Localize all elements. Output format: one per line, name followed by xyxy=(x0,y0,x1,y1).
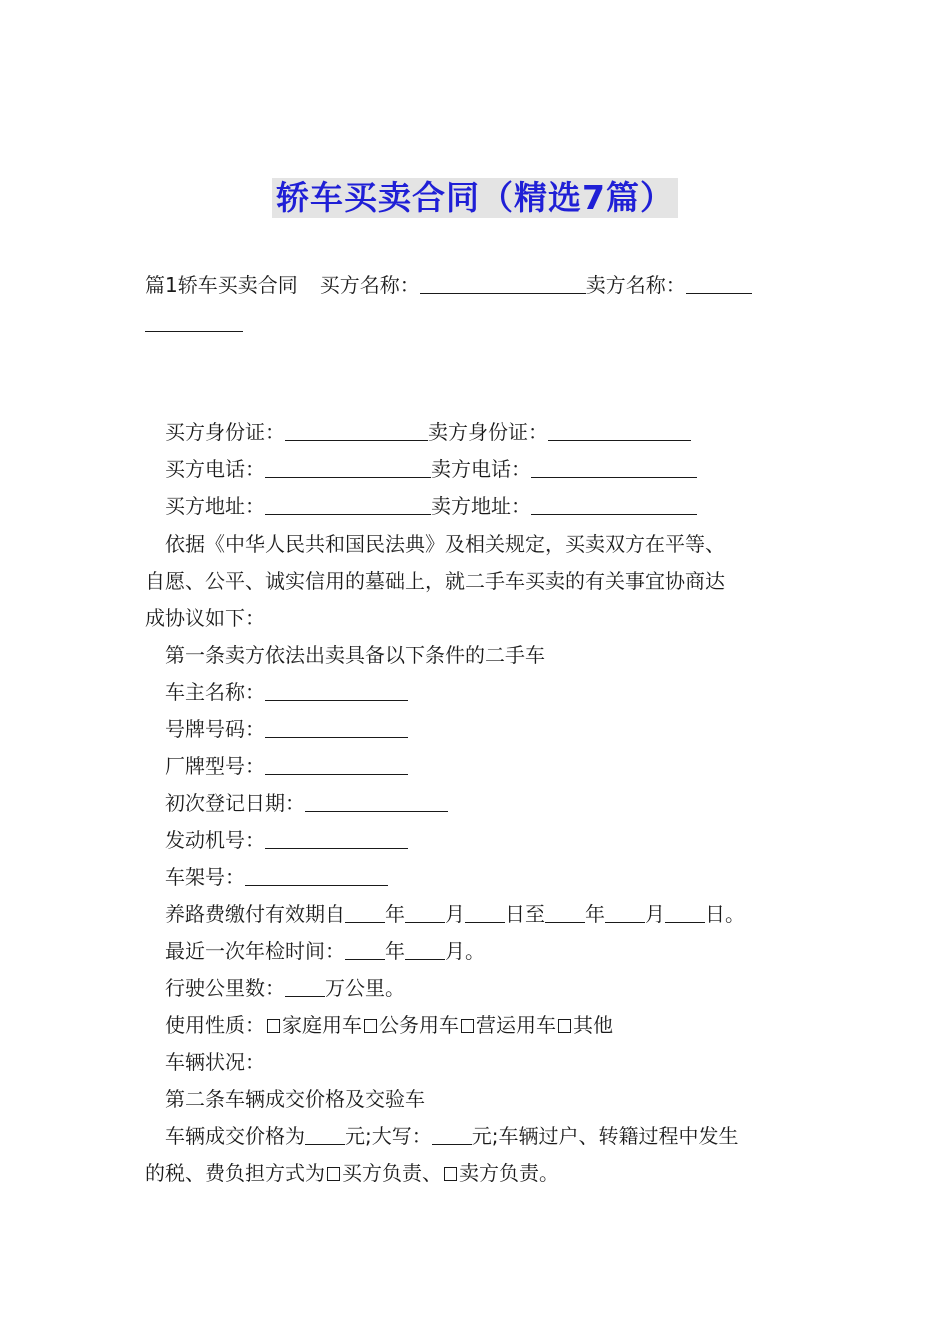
usage-family-label: 家庭用车 xyxy=(282,1013,362,1037)
price-tail-text: 元;车辆过户、转籍过程中发生 xyxy=(471,1124,739,1148)
fee-label: 养路费缴付有效期自 xyxy=(165,902,345,926)
reg-date-label: 初次登记日期： xyxy=(165,791,305,815)
plate-line xyxy=(165,717,408,741)
price-words-blank[interactable] xyxy=(432,1124,472,1145)
usage-official-label: 公务用车 xyxy=(379,1013,459,1037)
reg-date-line xyxy=(165,791,448,815)
seller-phone-label: 卖方电话： xyxy=(431,457,531,481)
cost-buyer-label: 买方负责、 xyxy=(342,1161,442,1185)
usage-label: 使用性质： xyxy=(165,1013,265,1037)
cost-label: 的税、费负担方式为 xyxy=(145,1161,325,1185)
plate-label: 号牌号码： xyxy=(165,717,265,741)
fee-to-month-blank[interactable] xyxy=(605,902,645,923)
fee-dayend-text: 日。 xyxy=(705,902,745,926)
inspect-month-blank[interactable] xyxy=(405,939,445,960)
usage-commercial-checkbox[interactable] xyxy=(461,1019,474,1033)
seller-addr-label: 卖方地址： xyxy=(431,494,531,518)
price-blank[interactable] xyxy=(305,1124,345,1145)
mileage-blank[interactable] xyxy=(285,976,325,997)
document-title: 轿车买卖合同（精选7篇） xyxy=(272,178,678,218)
fee-from-day-blank[interactable] xyxy=(465,902,505,923)
price-words-label: 元;大写： xyxy=(345,1124,432,1148)
reg-date-blank[interactable] xyxy=(305,791,448,812)
road-fee-line xyxy=(165,902,745,926)
seller-name-blank-cont-line xyxy=(145,311,243,335)
article2-title: 第二条车辆成交价格及交验车 xyxy=(165,1087,425,1111)
seller-id-blank[interactable] xyxy=(548,420,691,441)
model-blank[interactable] xyxy=(265,754,408,775)
cost-seller-label: 卖方负责。 xyxy=(459,1161,559,1185)
engine-blank[interactable] xyxy=(265,828,408,849)
cost-line xyxy=(145,1161,559,1185)
fee-month-text: 月 xyxy=(445,902,465,926)
fee-year-text-2: 年 xyxy=(585,902,605,926)
owner-blank[interactable] xyxy=(265,680,408,701)
fee-to-day-blank[interactable] xyxy=(665,902,705,923)
owner-label: 车主名称： xyxy=(165,680,265,704)
seller-name-label: 卖方名称： xyxy=(585,273,686,297)
fee-from-year-blank[interactable] xyxy=(345,902,385,923)
mileage-label: 行驶公里数： xyxy=(165,976,285,1000)
cost-buyer-checkbox[interactable] xyxy=(327,1167,340,1181)
engine-label: 发动机号： xyxy=(165,828,265,852)
article1-title: 第一条卖方依法出卖具备以下条件的二手车 xyxy=(165,643,545,667)
inspect-label: 最近一次年检时间： xyxy=(165,939,345,963)
inspect-year-blank[interactable] xyxy=(345,939,385,960)
fee-to-year-blank[interactable] xyxy=(545,902,585,923)
seller-name-blank-cont[interactable] xyxy=(145,311,243,332)
mileage-unit: 万公里。 xyxy=(325,976,405,1000)
buyer-phone-blank[interactable] xyxy=(265,457,431,478)
address-line xyxy=(165,494,697,518)
buyer-name-label: 买方名称： xyxy=(319,273,420,297)
inspection-line xyxy=(165,939,485,963)
buyer-id-blank[interactable] xyxy=(285,420,428,441)
frame-line xyxy=(165,865,388,889)
fee-dayto-text: 日至 xyxy=(505,902,545,926)
frame-blank[interactable] xyxy=(245,865,388,886)
section-label: 篇1轿车买卖合同 xyxy=(145,273,298,297)
price-line xyxy=(165,1124,739,1148)
fee-year-text: 年 xyxy=(385,902,405,926)
usage-commercial-label: 营运用车 xyxy=(476,1013,556,1037)
usage-line xyxy=(165,1013,613,1037)
inspect-month-text: 月。 xyxy=(445,939,485,963)
usage-family-checkbox[interactable] xyxy=(267,1019,280,1033)
buyer-phone-label: 买方电话： xyxy=(165,457,265,481)
model-line xyxy=(165,754,408,778)
engine-line xyxy=(165,828,408,852)
buyer-name-blank[interactable] xyxy=(420,273,586,294)
owner-line xyxy=(165,680,408,704)
inspect-year-text: 年 xyxy=(385,939,405,963)
seller-addr-blank[interactable] xyxy=(531,494,697,515)
id-line xyxy=(165,420,691,444)
mileage-line xyxy=(165,976,405,1000)
condition-line: 车辆状况： xyxy=(165,1050,265,1074)
fee-from-month-blank[interactable] xyxy=(405,902,445,923)
usage-other-label: 其他 xyxy=(573,1013,613,1037)
heading-line xyxy=(145,273,752,297)
buyer-id-label: 买方身份证： xyxy=(165,420,285,444)
plate-blank[interactable] xyxy=(265,717,408,738)
cost-seller-checkbox[interactable] xyxy=(444,1167,457,1181)
model-label: 厂牌型号： xyxy=(165,754,265,778)
intro-line-3: 成协议如下： xyxy=(145,606,265,630)
price-label: 车辆成交价格为 xyxy=(165,1124,305,1148)
buyer-addr-label: 买方地址： xyxy=(165,494,265,518)
seller-id-label: 卖方身份证： xyxy=(428,420,548,444)
seller-name-blank[interactable] xyxy=(686,273,752,294)
seller-phone-blank[interactable] xyxy=(531,457,697,478)
frame-label: 车架号： xyxy=(165,865,245,889)
phone-line xyxy=(165,457,697,481)
buyer-addr-blank[interactable] xyxy=(265,494,431,515)
usage-official-checkbox[interactable] xyxy=(364,1019,377,1033)
intro-line-1: 依据《中华人民共和国民法典》及相关规定，买卖双方在平等、 xyxy=(165,532,725,556)
intro-line-2: 自愿、公平、诚实信用的墓础上，就二手车买卖的有关事宜协商达 xyxy=(145,569,725,593)
document-title-wrap xyxy=(0,178,950,218)
fee-month-text-2: 月 xyxy=(645,902,665,926)
usage-other-checkbox[interactable] xyxy=(558,1019,571,1033)
